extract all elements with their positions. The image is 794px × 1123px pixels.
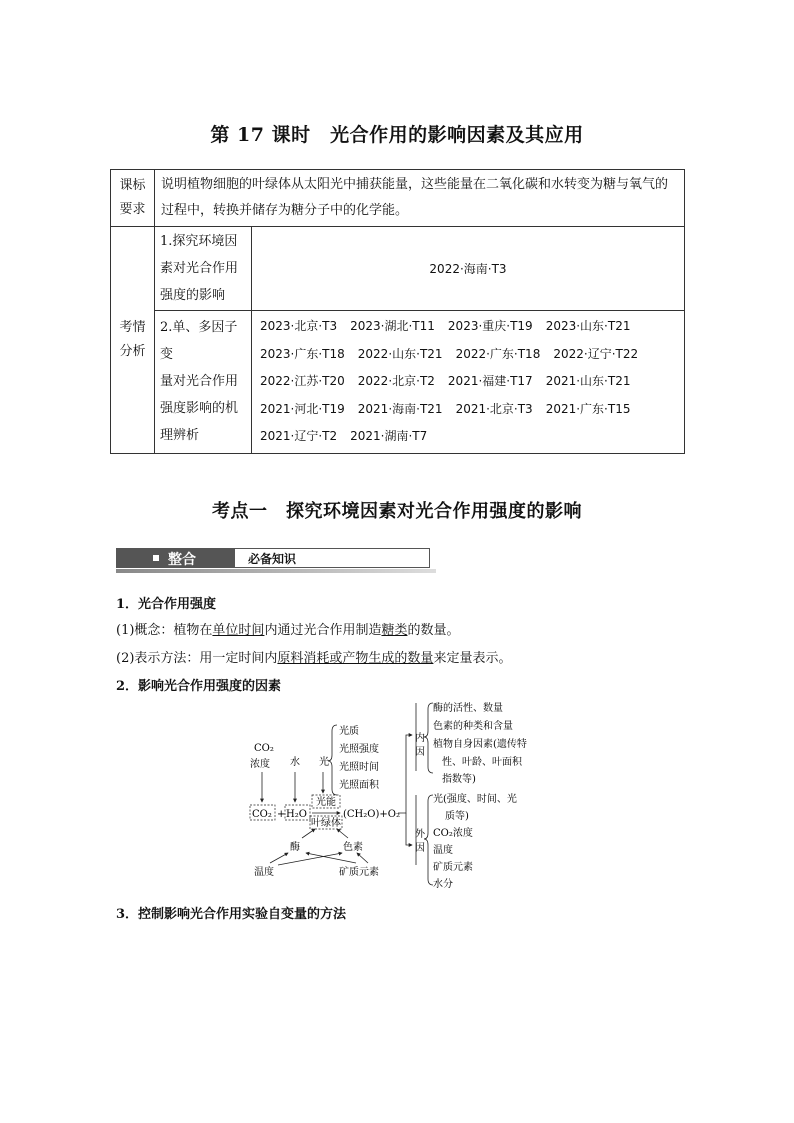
heading-3: 3．控制影响光合作用实验自变量的方法 xyxy=(116,907,347,922)
sub-topic-1-exams: 2022·海南·T3 xyxy=(252,227,685,311)
external-item-5: 矿质元素 xyxy=(433,862,473,873)
square-icon xyxy=(153,555,159,561)
internal-label-2: 因 xyxy=(415,747,425,758)
banner-main: 整合 xyxy=(168,552,196,568)
internal-item-4: 性、叶龄、叶面积 xyxy=(442,757,522,768)
heading-2: 2．影响光合作用强度的因素 xyxy=(116,679,282,694)
light-prop-4: 光照面积 xyxy=(339,780,379,791)
internal-item-1: 酶的活性、数量 xyxy=(433,703,503,714)
light-label: 光 xyxy=(319,757,329,768)
h2o-box: H₂O xyxy=(286,809,307,820)
sub-topic-2-exams: 2023·北京·T3 2023·湖北·T11 2023·重庆·T19 2023·山东·T21 2023·广东·T18 2022·山东·T21 2022·广东·T18 2022·辽宁·T22 2022·江苏·T20 2022·北京·T2 2021·福建·T17 2021·山东·T21 2021·河北·T19 2021·海南·T21 2021·北京·T3 2021·广东·T15 2021·辽宁·T2 2021·湖南·T7 xyxy=(252,311,685,454)
chloroplast-box: 叶绿体 xyxy=(311,818,341,829)
external-label-2: 因 xyxy=(415,843,425,854)
standards-table xyxy=(110,169,685,454)
internal-item-5: 指数等) xyxy=(442,774,476,785)
internal-item-2: 色素的种类和含量 xyxy=(433,721,513,732)
pigment-label: 色素 xyxy=(343,842,363,853)
co2-box: CO₂ xyxy=(252,809,272,820)
sub-topic-2: 2.单、多因子变 量对光合作用 强度影响的机 理辨析 xyxy=(155,311,252,454)
light-prop-2: 光照强度 xyxy=(339,744,379,755)
external-item-4: 温度 xyxy=(433,845,453,856)
external-item-3: CO₂浓度 xyxy=(433,828,473,839)
page-title: 第 17 课时 光合作用的影响因素及其应用 xyxy=(210,124,584,146)
label-standards: 课标 要求 xyxy=(111,170,155,227)
heading-1: 1．光合作用强度 xyxy=(116,597,217,612)
enzyme-label: 酶 xyxy=(290,842,300,853)
paragraph-method: (2)表示方法：用一定时间内原料消耗或产物生成的数量来定量表示。 xyxy=(116,651,512,666)
external-item-2: 质等) xyxy=(445,811,469,822)
paragraph-concept: (1)概念：植物在单位时间内通过光合作用制造糖类的数量。 xyxy=(116,623,460,638)
sub-topic-1: 1.探究环境因 素对光合作用 强度的影响 xyxy=(155,227,252,311)
internal-label-1: 内 xyxy=(415,733,425,744)
section-banner xyxy=(116,548,436,574)
water-label: 水 xyxy=(290,757,300,768)
label-analysis: 考情 分析 xyxy=(111,227,155,454)
section-title: 考点一 探究环境因素对光合作用强度的影响 xyxy=(212,501,582,522)
banner-underline xyxy=(116,569,436,573)
co2-label-2: 浓度 xyxy=(250,759,270,770)
banner-tag: 必备知识 xyxy=(248,552,297,566)
light-prop-1: 光质 xyxy=(339,726,359,737)
products: (CH₂O)+O₂ xyxy=(343,809,400,820)
internal-item-3: 植物自身因素(遗传特 xyxy=(433,739,527,750)
co2-label-1: CO₂ xyxy=(254,743,274,754)
light-prop-3: 光照时间 xyxy=(339,762,379,773)
standards-content: 说明植物细胞的叶绿体从太阳光中捕获能量，这些能量在二氧化碳和水转变为糖与氧气的过程中，转换并储存为糖分子中的化学能。 xyxy=(155,170,685,227)
minerals-label: 矿质元素 xyxy=(339,867,379,878)
factors-diagram xyxy=(240,695,570,895)
temperature-label: 温度 xyxy=(254,867,274,878)
energy-box: 光能 xyxy=(316,797,336,808)
external-label-1: 外 xyxy=(415,829,425,840)
external-item-1: 光(强度、时间、光 xyxy=(433,794,517,805)
external-item-6: 水分 xyxy=(433,879,453,890)
plus-sign: + xyxy=(277,809,286,820)
